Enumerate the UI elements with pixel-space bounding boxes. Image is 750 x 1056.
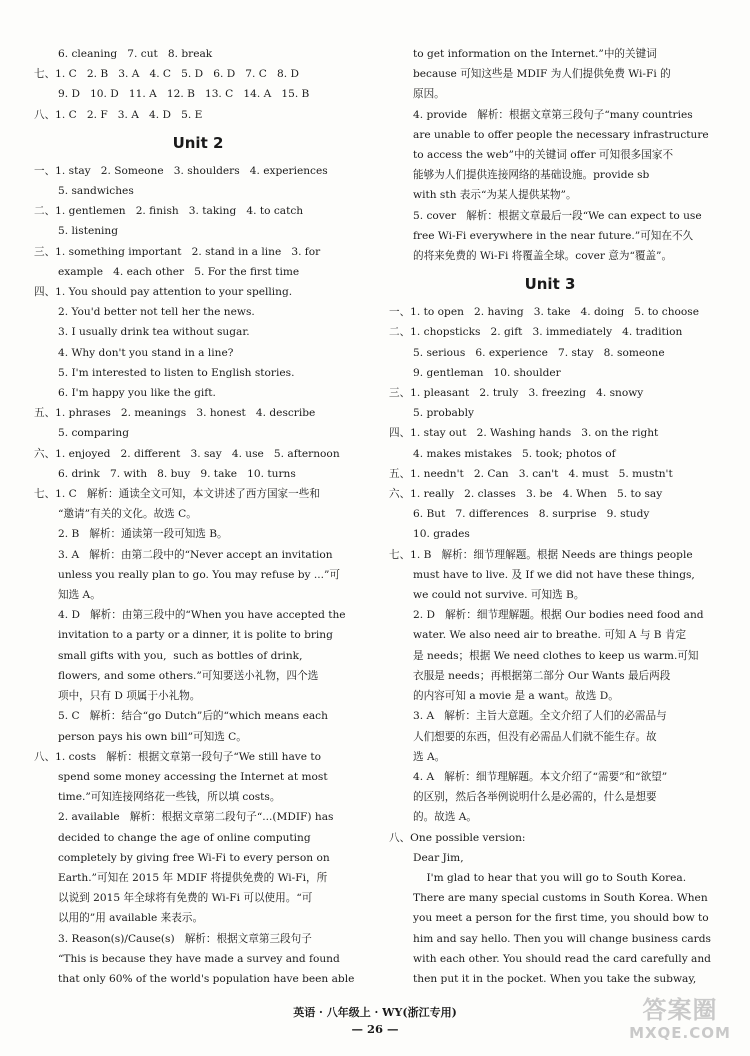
answer-line: There are many special customs in South Korea. When (413, 892, 708, 905)
left-column (34, 44, 362, 989)
answer-line: spend some money accessing the Internet at most (58, 770, 328, 783)
answer-line: 5. cover 解析：根据文章最后一段“We can expect to use (413, 209, 702, 222)
answer-line: “邀请”有关的文化。故选 C。 (58, 508, 197, 521)
answer-line: decided to change the age of online computing (58, 831, 311, 844)
answer-line: 6. drink 7. with 8. buy 9. take 10. turns (58, 467, 296, 480)
page-number: — 26 — (351, 1022, 399, 1036)
answer-line: small gifts with you, such as bottles of drink, (58, 649, 303, 662)
answer-line: 10. grades (413, 528, 470, 541)
answer-line: 6. But 7. differences 8. surprise 9. study (413, 508, 650, 521)
answer-line: 3. A 解析：主旨大意题。全文介绍了人们的必需品与 (413, 710, 667, 723)
answer-line: 知选 A。 (58, 589, 101, 602)
answer-line: 3. Reason(s)/Cause(s) 解析：根据文章第三段句子 (58, 932, 312, 945)
answer-line: 5. comparing (58, 427, 129, 440)
answer-line: completely by giving free Wi-Fi to every person on (58, 851, 330, 864)
answer-line: 4. Why don't you stand in a line? (58, 346, 234, 359)
answer-line: 2. available 解析：根据文章第二段句子“...(MDIF) has (58, 811, 334, 824)
answer-line: I'm glad to hear that you will go to South Korea. (413, 871, 687, 884)
watermark-logo (620, 996, 740, 1048)
answer-line: “This is because they have made a survey and found (58, 952, 340, 965)
answer-line: 4. makes mistakes 5. took; photos of (413, 447, 616, 460)
answer-line: unless you really plan to go. You may refuse by ...”可 (58, 568, 341, 581)
answer-line: that only 60% of the world's population have been able (58, 972, 355, 985)
answer-line: 4. A 解析：细节理解题。本文介绍了“需要”和“欲望” (413, 770, 668, 783)
answer-line: 一、1. stay 2. Someone 3. shoulders 4. experiences (34, 164, 328, 177)
answer-line: water. We also need air to breathe. 可知 A 与 B 肯定 (413, 629, 687, 642)
answer-line: 四、1. stay out 2. Washing hands 3. on the right (389, 427, 659, 440)
answer-line: 是 needs；根据 We need clothes to keep us warm.可知 (413, 649, 699, 662)
answer-line: 五、1. needn't 2. Can 3. can't 4. must 5. mustn't (389, 467, 673, 480)
answer-line: 2. D 解析：细节理解题。根据 Our bodies need food and (413, 609, 704, 622)
answer-line: 5. serious 6. experience 7. stay 8. someone (413, 346, 665, 359)
answer-line: 人们想要的东西，但没有必需品人们就不能生存。故 (413, 730, 657, 743)
answer-line: him and say hello. Then you will change business cards (413, 932, 711, 945)
answer-line: person pays his own bill”可知选 C。 (58, 730, 247, 743)
answer-line: with each other. You should read the card carefully and (413, 952, 711, 965)
answer-line: 的。故选 A。 (413, 811, 477, 824)
answer-line: 2. B 解析：通读第一段可知选 B。 (58, 528, 228, 541)
answer-line: must have to live. 及 If we did not have these things, (413, 568, 695, 581)
answer-line: 选 A。 (413, 750, 446, 763)
answer-line: 七、1. C 解析：通读全文可知，本文讲述了西方国家一些和 (34, 488, 320, 501)
answer-line: 4. D 解析：由第三段中的“When you have accepted the (58, 609, 346, 622)
answer-line: 6. cleaning 7. cut 8. break (58, 48, 213, 60)
answer-line: 八、1. C 2. F 3. A 4. D 5. E (34, 108, 203, 121)
unit-heading: Unit 3 (524, 275, 576, 294)
answer-line: 6. I'm happy you like the gift. (58, 387, 216, 400)
answer-line: 的内容可知 a movie 是 a want。故选 D。 (413, 690, 619, 703)
answer-line: flowers, and some others.”可知要送小礼物，四个选 (58, 669, 319, 682)
answer-line: to get information on the Internet.”中的关键词 (413, 48, 657, 60)
answer-line: 3. A 解析：由第二段中的“Never accept an invitation (58, 548, 333, 561)
answer-line: because 可知这些是 MDIF 为人们提供免费 Wi-Fi 的 (413, 68, 671, 81)
answer-line: 原因。 (413, 88, 445, 101)
answer-line: 5. C 解析：结合“go Dutch”后的“which means each (58, 710, 328, 723)
answer-line: we could not survive. 可知选 B。 (413, 589, 585, 602)
answer-line: 以说到 2015 年全球将有免费的 Wi-Fi 可以使用。“可 (58, 892, 313, 905)
answer-line: 项中，只有 D 项属于小礼物。 (58, 690, 201, 703)
watermark-text-cn: 答案圈 (642, 996, 718, 1024)
answer-line: 七、1. B 解析：细节理解题。根据 Needs are things people (389, 548, 693, 561)
answer-line: time.”可知连接网络花一些钱，所以填 costs。 (58, 791, 281, 804)
answer-line: 七、1. C 2. B 3. A 4. C 5. D 6. D 7. C 8. D (34, 68, 299, 81)
answer-line: example 4. each other 5. For the first time (58, 265, 300, 278)
answer-line: to access the web”中的关键词 offer 可知很多国家不 (413, 149, 674, 162)
unit-heading: Unit 2 (172, 133, 224, 152)
answer-line: Earth.”可知在 2015 年 MDIF 将提供免费的 Wi-Fi，所 (58, 871, 328, 884)
answer-line: 2. You'd better not tell her the news. (58, 306, 255, 319)
answer-line: with sth 表示“为某人提供某物”。 (413, 189, 577, 202)
watermark-text-url: MXQE.COM (629, 1024, 731, 1042)
answer-line: 八、1. costs 解析：根据文章第一段句子“We still have to (34, 750, 322, 763)
answer-line: 一、1. to open 2. having 3. take 4. doing 5. to choose (389, 306, 699, 319)
answer-line: 六、1. really 2. classes 3. be 4. When 5. to say (389, 488, 663, 501)
answer-line: 六、1. enjoyed 2. different 3. say 4. use 5. afternoon (34, 447, 340, 460)
answer-line: invitation to a party or a dinner, it is polite to bring (58, 629, 333, 642)
answer-line: 衣服是 needs；再根据第二部分 Our Wants 最后两段 (413, 669, 671, 682)
answer-line: you meet a person for the first time, you should bow to (413, 912, 709, 925)
answer-line: 4. provide 解析：根据文章第三段句子“many countries (413, 108, 693, 121)
answer-line: 四、1. You should pay attention to your spelling. (34, 286, 293, 299)
answer-line: 5. listening (58, 225, 119, 238)
answer-line: 9. gentleman 10. shoulder (413, 366, 561, 379)
answer-line: 5. I'm interested to listen to English stories. (58, 366, 295, 379)
answer-line: free Wi-Fi everywhere in the near future.”可知在不久 (413, 229, 694, 242)
answer-line: 能够为人们提供连接网络的基础设施。provide sb (413, 169, 650, 182)
answer-line: 三、1. pleasant 2. truly 3. freezing 4. snowy (389, 387, 644, 400)
answer-line: Dear Jim, (413, 851, 464, 864)
answer-line: then put it in the pocket. When you take the subway, (413, 972, 697, 985)
answer-line: 9. D 10. D 11. A 12. B 13. C 14. A 15. B (58, 88, 310, 101)
answer-line: 以用的”用 available 来表示。 (58, 912, 204, 925)
answer-line: are unable to offer people the necessary infrastructure (413, 128, 709, 141)
footer-title: 英语 · 八年级上 · WY(浙江专用) (293, 1006, 457, 1019)
answer-line: 三、1. something important 2. stand in a line 3. for (34, 245, 321, 258)
answer-line: 5. probably (413, 407, 474, 420)
answer-line: 5. sandwiches (58, 185, 134, 198)
answer-line: 的区别，然后各举例说明什么是必需的，什么是想要 (413, 791, 657, 804)
answer-line: 五、1. phrases 2. meanings 3. honest 4. describe (34, 407, 316, 420)
answer-line: 八、One possible version: (389, 831, 526, 844)
answer-line: 二、1. gentlemen 2. finish 3. taking 4. to catch (34, 205, 304, 218)
answer-line: 二、1. chopsticks 2. gift 3. immediately 4. tradition (389, 326, 683, 339)
right-column (389, 44, 711, 989)
answer-line: 的将来免费的 Wi-Fi 将覆盖全球。cover 意为“覆盖”。 (413, 250, 673, 263)
answer-line: 3. I usually drink tea without sugar. (58, 326, 250, 339)
